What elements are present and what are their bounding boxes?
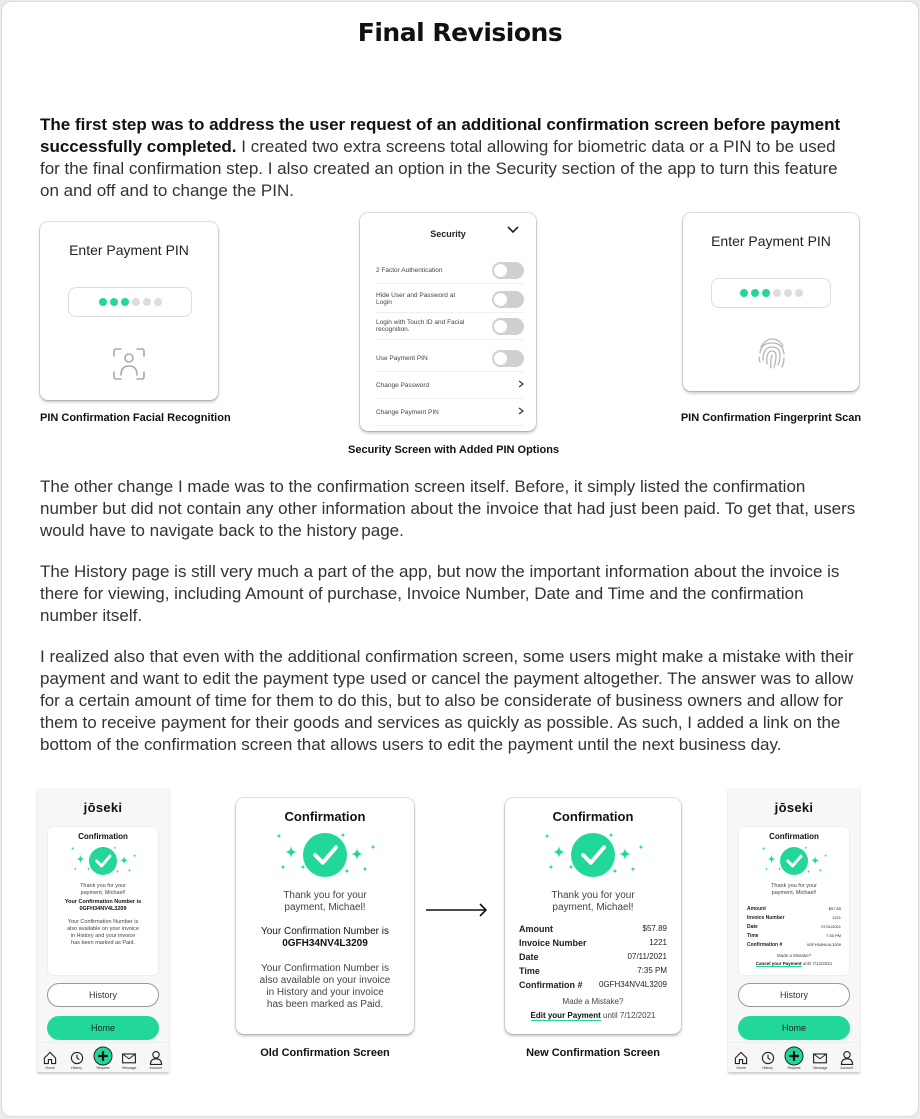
success-check-icon — [505, 830, 681, 880]
paragraph-2: The other change I made was to the confirmation screen itself. Before, it simply listed the confirmation number but did not contain any other information about the invoice that had just been paid. To get that, users would have to navigate back to the history page. — [40, 477, 856, 540]
detail-row — [519, 924, 667, 934]
chevron-down-icon[interactable] — [506, 225, 520, 235]
pin-input[interactable] — [68, 287, 192, 317]
edit-until-text: until 7/12/2021 — [600, 1011, 656, 1020]
success-check-icon — [48, 844, 158, 878]
security-title: Security — [430, 229, 466, 239]
nav-item-history[interactable] — [66, 1050, 88, 1070]
security-row[interactable] — [376, 257, 524, 284]
security-row-label: 2 Factor Authentication — [376, 266, 443, 274]
detail-row — [519, 966, 667, 976]
detail-row — [519, 980, 667, 990]
pin-dot-filled — [99, 298, 107, 306]
pin-dot-empty — [154, 298, 162, 306]
nav-item-home[interactable] — [730, 1050, 752, 1070]
pin-dot-filled — [740, 289, 748, 297]
detail-value: 7:35 PM — [637, 966, 667, 975]
arrow-right-icon — [425, 902, 489, 918]
paragraph-3: The History page is still very much a part of the app, but now the important information about the invoice is there for viewing, including Amount of purchase, Invoice Number, Date and Time and the confirmation number itself. — [40, 562, 840, 625]
detail-value: 7:35 PM — [826, 933, 841, 938]
detail-row — [747, 933, 841, 939]
toggle-switch[interactable] — [492, 318, 524, 335]
detail-value: 1221 — [832, 915, 841, 920]
confirmation-title: Confirmation — [552, 809, 634, 824]
user-icon — [148, 1050, 164, 1066]
detail-row — [519, 938, 667, 948]
security-row-label: Use Payment PIN — [376, 354, 428, 362]
bottom-nav — [728, 1042, 860, 1072]
nav-item-message[interactable] — [809, 1050, 831, 1070]
security-row[interactable] — [376, 372, 524, 399]
detail-label: Amount — [747, 906, 766, 912]
home-button[interactable]: Home — [738, 1016, 850, 1040]
security-caption: Security Screen with Added PIN Options — [348, 444, 560, 456]
nav-label: Home — [45, 1066, 55, 1070]
new-confirmation-card — [505, 798, 681, 1034]
pin-dot-empty — [795, 289, 803, 297]
detail-label: Amount — [519, 924, 553, 934]
app-logo: jōseki — [83, 800, 123, 815]
chevron-right-icon — [518, 380, 524, 390]
detail-label: Date — [747, 924, 758, 930]
note-text: Your Confirmation Number is also available on your invoice in History and your invoice has been marked as Paid. — [67, 919, 139, 946]
pin-title: Enter Payment PIN — [711, 233, 831, 249]
page-title: Final Revisions — [357, 18, 563, 47]
success-check-icon — [739, 844, 849, 878]
page — [1, 1, 919, 1117]
nav-label: Account — [149, 1066, 163, 1070]
cancel-payment-line — [739, 961, 849, 966]
pin-finger-card — [683, 213, 859, 391]
pin-input[interactable] — [711, 278, 831, 308]
mail-icon — [121, 1050, 137, 1066]
detail-label: Confirmation # — [747, 942, 783, 948]
detail-value: 07/11/2021 — [627, 952, 667, 961]
intro-paragraph — [40, 114, 860, 202]
nav-item-account[interactable] — [836, 1050, 858, 1070]
detail-label: Confirmation # — [519, 980, 583, 990]
bottom-nav — [37, 1042, 169, 1072]
nav-label: Message — [122, 1066, 137, 1070]
toggle-switch[interactable] — [492, 262, 524, 279]
pin-dot-filled — [762, 289, 770, 297]
detail-value: $57.89 — [828, 906, 841, 911]
history-icon — [69, 1050, 85, 1066]
new-screen-caption: New Confirmation Screen — [526, 1047, 660, 1059]
toggle-switch[interactable] — [492, 291, 524, 308]
confirmation-title: Confirmation — [769, 832, 819, 841]
detail-value: 0GFH34NV4L3209 — [598, 980, 667, 989]
pin-dot-empty — [143, 298, 151, 306]
history-button[interactable]: History — [738, 983, 850, 1007]
detail-label: Invoice Number — [747, 915, 785, 921]
history-button[interactable]: History — [47, 983, 159, 1007]
nav-label: History — [762, 1066, 774, 1070]
nav-item-account[interactable] — [145, 1050, 167, 1070]
intro-rest: I created two extra screens total allowing for biometric data or a PIN to be used for the final confirmation step. I also created an option in the Security section of the app to turn this feature on and off and to change the PIN. — [40, 137, 838, 200]
detail-value: 1221 — [649, 938, 667, 947]
nav-item-message[interactable] — [118, 1050, 140, 1070]
user-icon — [839, 1050, 855, 1066]
detail-row — [519, 952, 667, 962]
plus-icon — [784, 1046, 804, 1066]
detail-value: 0GFH34NV4L3209 — [806, 942, 841, 947]
thanks-text: Thank you for your payment, Michael! — [80, 883, 126, 896]
security-row[interactable] — [376, 399, 524, 426]
confirmation-number-text — [48, 899, 158, 913]
nav-label: Request — [96, 1066, 110, 1070]
detail-value: $57.89 — [642, 924, 667, 933]
thanks-text: Thank you for your payment, Michael! — [283, 890, 367, 913]
detail-label: Date — [519, 952, 539, 962]
confirmation-title: Confirmation — [78, 832, 128, 841]
security-row-label: Hide User and Password at Login — [376, 292, 456, 306]
phone-old-confirmation — [37, 788, 169, 1072]
confirmation-title: Confirmation — [284, 809, 366, 824]
detail-label: Invoice Number — [519, 938, 587, 948]
intro-bold: The first step was to address the user request of an additional confirmation screen before payment successfully completed. — [40, 115, 841, 156]
face-id-icon — [112, 347, 146, 381]
fingerprint-icon — [756, 336, 788, 370]
pin-dot-filled — [751, 289, 759, 297]
confirmation-number-text — [236, 926, 414, 950]
edit-payment-link[interactable]: Edit your Payment — [530, 1011, 601, 1020]
home-icon — [733, 1050, 749, 1066]
nav-label: Home — [736, 1066, 746, 1070]
nav-item-request[interactable] — [92, 1046, 114, 1070]
security-row[interactable] — [376, 345, 524, 372]
paragraph-4: I realized also that even with the additional confirmation screen, some users might make a mistake with their payment and want to edit the payment type used or cancel the payment altogether. The answer was to allow for a certain amount of time for them to do this, but to also be considerate of business owners and allow for them to receive payment for their goods and services as quickly as possible. As such, I added a link on the bottom of the confirmation screen that allows users to edit the payment until the next business day. — [40, 647, 854, 754]
cancel-payment-link[interactable]: Cancel your Payment — [755, 961, 802, 966]
detail-row — [747, 915, 841, 921]
confirmation-card — [47, 826, 159, 976]
nav-label: Message — [813, 1066, 828, 1070]
pin-dot-filled — [110, 298, 118, 306]
home-icon — [42, 1050, 58, 1066]
thanks-text: Thank you for your payment, Michael! — [771, 883, 817, 896]
security-row[interactable] — [376, 286, 524, 313]
phone-new-confirmation — [728, 788, 860, 1072]
old-screen-caption: Old Confirmation Screen — [260, 1047, 390, 1059]
detail-label: Time — [519, 966, 540, 976]
nav-label: History — [71, 1066, 83, 1070]
conf-prefix: Your Confirmation Number is — [64, 899, 142, 905]
history-icon — [760, 1050, 776, 1066]
security-row-label: Login with Touch ID and Facial recognition. — [376, 319, 465, 333]
pin-dot-empty — [784, 289, 792, 297]
plus-icon — [93, 1046, 113, 1066]
pin-finger-caption: PIN Confirmation Fingerprint Scan — [680, 412, 862, 424]
conf-number: 0GFH34NV4L3209 — [282, 938, 368, 949]
pin-dot-filled — [121, 298, 129, 306]
nav-label: Request — [787, 1066, 801, 1070]
app-logo: jōseki — [774, 800, 814, 815]
confirmation-card — [738, 826, 850, 976]
note-text: Your Confirmation Number is also available on your invoice in History and your invoice has been marked as Paid. — [259, 963, 391, 1010]
detail-row — [747, 942, 841, 948]
edit-payment-line — [505, 1011, 681, 1020]
detail-value: 07/11/2021 — [821, 924, 841, 929]
security-row-label: Change Payment PIN — [376, 408, 439, 416]
home-button[interactable]: Home — [47, 1016, 159, 1040]
pin-dot-empty — [132, 298, 140, 306]
detail-row — [747, 924, 841, 930]
pin-title: Enter Payment PIN — [69, 242, 189, 258]
mail-icon — [812, 1050, 828, 1066]
chevron-right-icon — [518, 407, 524, 417]
success-check-icon — [236, 830, 414, 880]
mistake-text: Made a Mistake? — [776, 953, 812, 958]
detail-label: Time — [747, 933, 759, 939]
cancel-until-text: until 7/12/2021 — [801, 961, 833, 966]
nav-item-request[interactable] — [783, 1046, 805, 1070]
detail-row — [747, 906, 841, 912]
pin-face-caption: PIN Confirmation Facial Recognition — [40, 412, 231, 424]
pin-dot-empty — [773, 289, 781, 297]
conf-prefix: Your Confirmation Number is — [260, 926, 390, 937]
nav-item-home[interactable] — [39, 1050, 61, 1070]
security-card — [360, 213, 536, 431]
conf-number: 0GFH34NV4L3209 — [79, 906, 127, 912]
toggle-switch[interactable] — [492, 350, 524, 367]
thanks-text: Thank you for your payment, Michael! — [551, 890, 635, 913]
old-confirmation-card — [236, 798, 414, 1034]
security-row[interactable] — [376, 313, 524, 340]
nav-label: Account — [840, 1066, 854, 1070]
security-row-label: Change Password — [376, 381, 430, 389]
pin-face-card — [40, 222, 218, 400]
mistake-text: Made a Mistake? — [562, 997, 624, 1006]
nav-item-history[interactable] — [757, 1050, 779, 1070]
